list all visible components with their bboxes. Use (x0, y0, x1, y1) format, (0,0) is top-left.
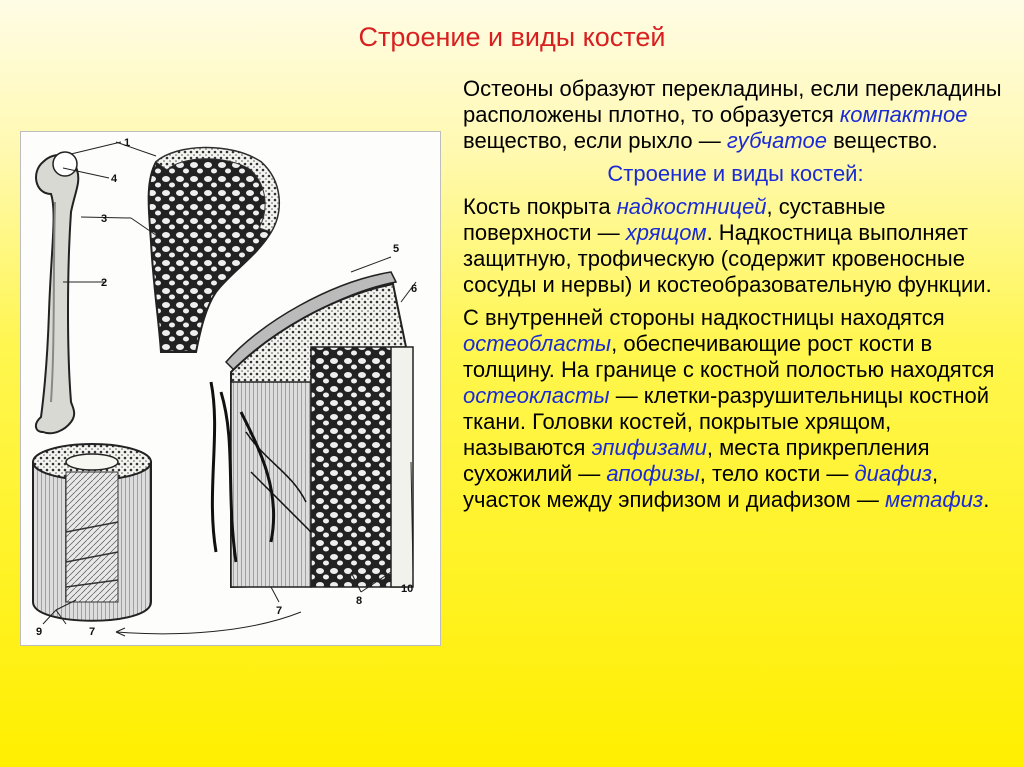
figure-label-9: 9 (36, 626, 43, 638)
figure-label-3: 3 (101, 213, 108, 225)
diaphysis-cylinder (33, 444, 151, 621)
term-osteoblasts: остеобласты (463, 331, 612, 356)
figure-label-7-block: 7 (276, 605, 283, 617)
compact-bone-block (211, 272, 413, 587)
text-run: вещество, если рыхло — (463, 128, 727, 153)
figure-label-4: 4 (111, 173, 118, 185)
paragraph-periosteum (463, 194, 1008, 298)
term-epiphyses: эпифизами (591, 435, 707, 460)
term-osteoclasts: остеокласты (463, 383, 610, 408)
slide-text (463, 76, 1008, 520)
figure-label-1: 1 (124, 137, 131, 149)
figure-label-7-cylinder: 7 (89, 626, 96, 638)
figure-label-6: 6 (411, 283, 418, 295)
figure-label-10: 10 (401, 583, 414, 595)
term-diaphysis: диафиз (854, 461, 932, 486)
subheading: Строение и виды костей: (607, 161, 864, 186)
term-metaphysis: метафиз (885, 487, 984, 512)
term-apophyses: апофизы (606, 461, 700, 486)
paragraph-osteons (463, 76, 1008, 154)
text-run: , обеспечивающие рост кости в толщину. На границе с костной полостью находятся (463, 331, 995, 382)
humerus-bone (36, 152, 78, 433)
text-run: , места прикрепления сухожилий — (463, 435, 930, 486)
term-spongy: губчатое (726, 128, 827, 153)
text-run: С внутренней стороны надкостницы находятся (463, 305, 945, 330)
text-run: . (983, 487, 990, 512)
text-run: Кость покрыта (463, 194, 617, 219)
paragraph-cells (463, 305, 1008, 513)
figure-label-2: 2 (101, 277, 108, 289)
epiphysis-section (149, 148, 279, 352)
text-run: , участок между эпифизом и диафизом — (463, 461, 939, 512)
term-periosteum: надкостницей (616, 194, 767, 219)
text-run: вещество. (826, 128, 938, 153)
slide-title: Строение и виды костей (358, 22, 666, 52)
term-cartilage: хрящом (625, 220, 707, 245)
figure-label-8: 8 (356, 595, 363, 607)
bone-structure-illustration (20, 131, 441, 646)
text-run: Остеоны образуют перекладины, если перекладины расположены плотно, то образуется (463, 76, 1002, 127)
term-compact: компактное (839, 102, 968, 127)
text-run: — клетки-разрушительницы костной ткани. Головки костей, покрытые хрящом, называются (463, 383, 990, 460)
text-run: , суставные поверхности — (463, 194, 886, 245)
figure-label-5: 5 (393, 243, 400, 255)
text-run: . Надкостница выполняет защитную, трофическую (содержит кровеносные сосуды и нервы) и костеобразовательную функции. (463, 220, 992, 297)
text-run: , тело кости — (699, 461, 855, 486)
